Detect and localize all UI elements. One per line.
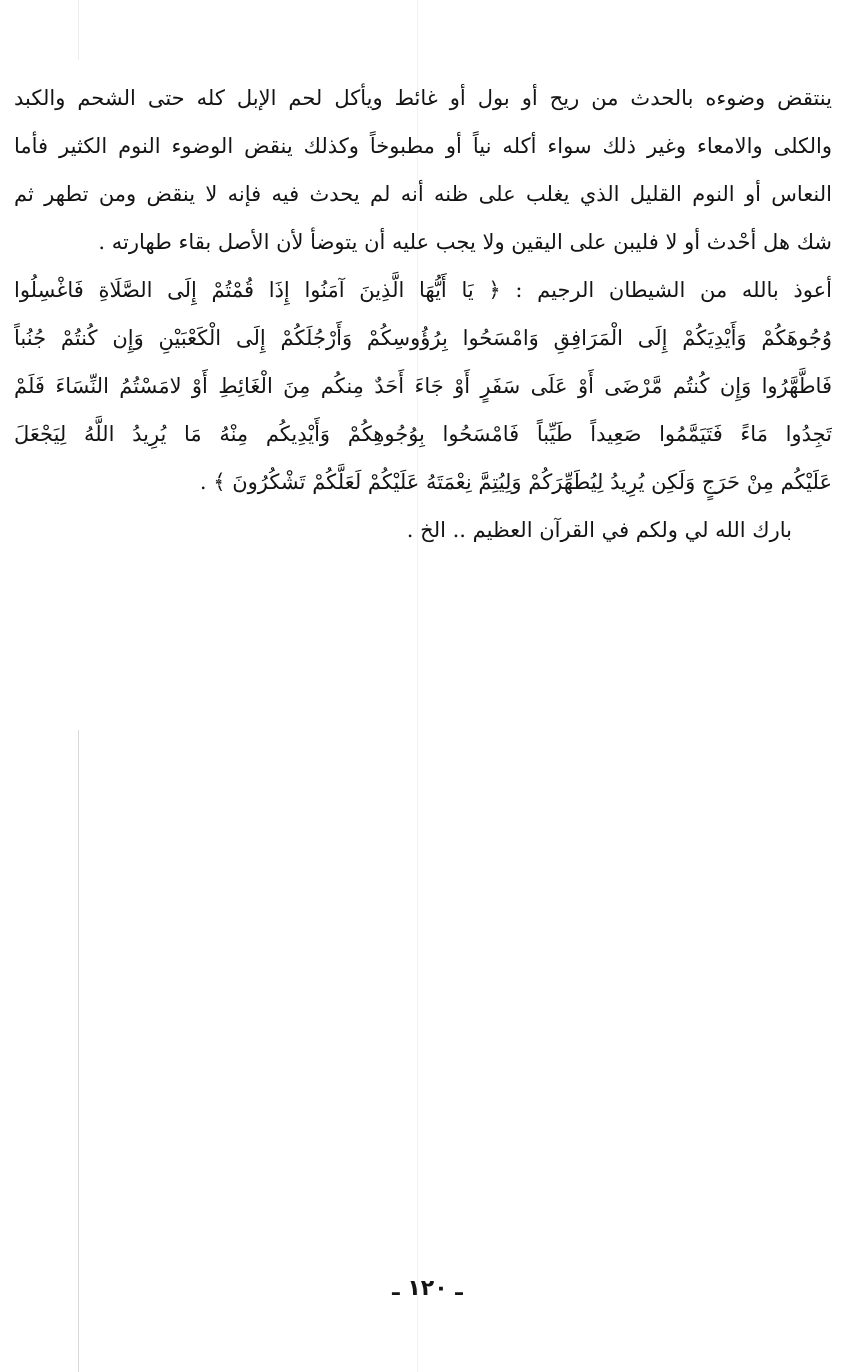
text-line: والكلى والامعاء وغير ذلك سواء أكله نياً أو مطبوخاً وكذلك ينقض الوضوء النوم الكثير فأما <box>14 134 832 158</box>
scan-artifact-line <box>78 0 79 60</box>
quran-verse-line: تَجِدُوا مَاءً فَتَيَمَّمُوا صَعِيداً طَيِّباً فَامْسَحُوا بِوُجُوهِكُمْ وَأَيْدِيكُم مِنْهُ مَا يُرِيدُ اللَّهُ لِيَجْعَلَ <box>14 422 832 446</box>
quran-verse-line: أعوذ بالله من الشيطان الرجيم : ﴿ يَا أَيُّهَا الَّذِينَ آمَنُوا إِذَا قُمْتُمْ إِلَى الصَّلَاةِ فَاغْسِلُوا <box>14 278 832 302</box>
text-line: ينتقض وضوءه بالحدث من ريح أو بول أو غائط ويأكل لحم الإبل كله حتى الشحم والكبد <box>14 86 832 110</box>
quran-verse-line: عَلَيْكُم مِنْ حَرَجٍ وَلَكِن يُرِيدُ لِيُطَهِّرَكُمْ وَلِيُتِمَّ نِعْمَتَهُ عَلَيْكُمْ لَعَلَّكُمْ تَشْكُرُونَ ﴾ . <box>199 470 832 494</box>
quran-verse-line: وُجُوهَكُمْ وَأَيْدِيَكُمْ إِلَى الْمَرَافِقِ وَامْسَحُوا بِرُؤُوسِكُمْ وَأَرْجُلَكُمْ إِلَى الْكَعْبَيْنِ وَإِن كُنتُمْ جُنُباً <box>14 326 832 350</box>
body-text <box>14 74 832 554</box>
quran-verse-line: فَاطَّهَّرُوا وَإِن كُنتُم مَّرْضَى أَوْ عَلَى سَفَرٍ أَوْ جَاءَ أَحَدٌ مِنكُم مِنَ الْغَائِطِ أَوْ لامَسْتُمُ النِّسَاءَ فَلَمْ <box>14 374 832 398</box>
closing-line: بارك الله لي ولكم في القرآن العظيم .. الخ . <box>406 518 792 542</box>
page-number: ـ ١٢٠ ـ <box>392 1276 463 1301</box>
text-line: شك هل أحْدث أو لا فليبن على اليقين ولا يجب عليه أن يتوضأ لأن الأصل بقاء طهارته . <box>98 230 832 254</box>
text-line: النعاس أو النوم القليل الذي يغلب على ظنه أنه لم يحدث فيه فإنه لا ينقض ومن تطهر ثم <box>14 182 832 206</box>
